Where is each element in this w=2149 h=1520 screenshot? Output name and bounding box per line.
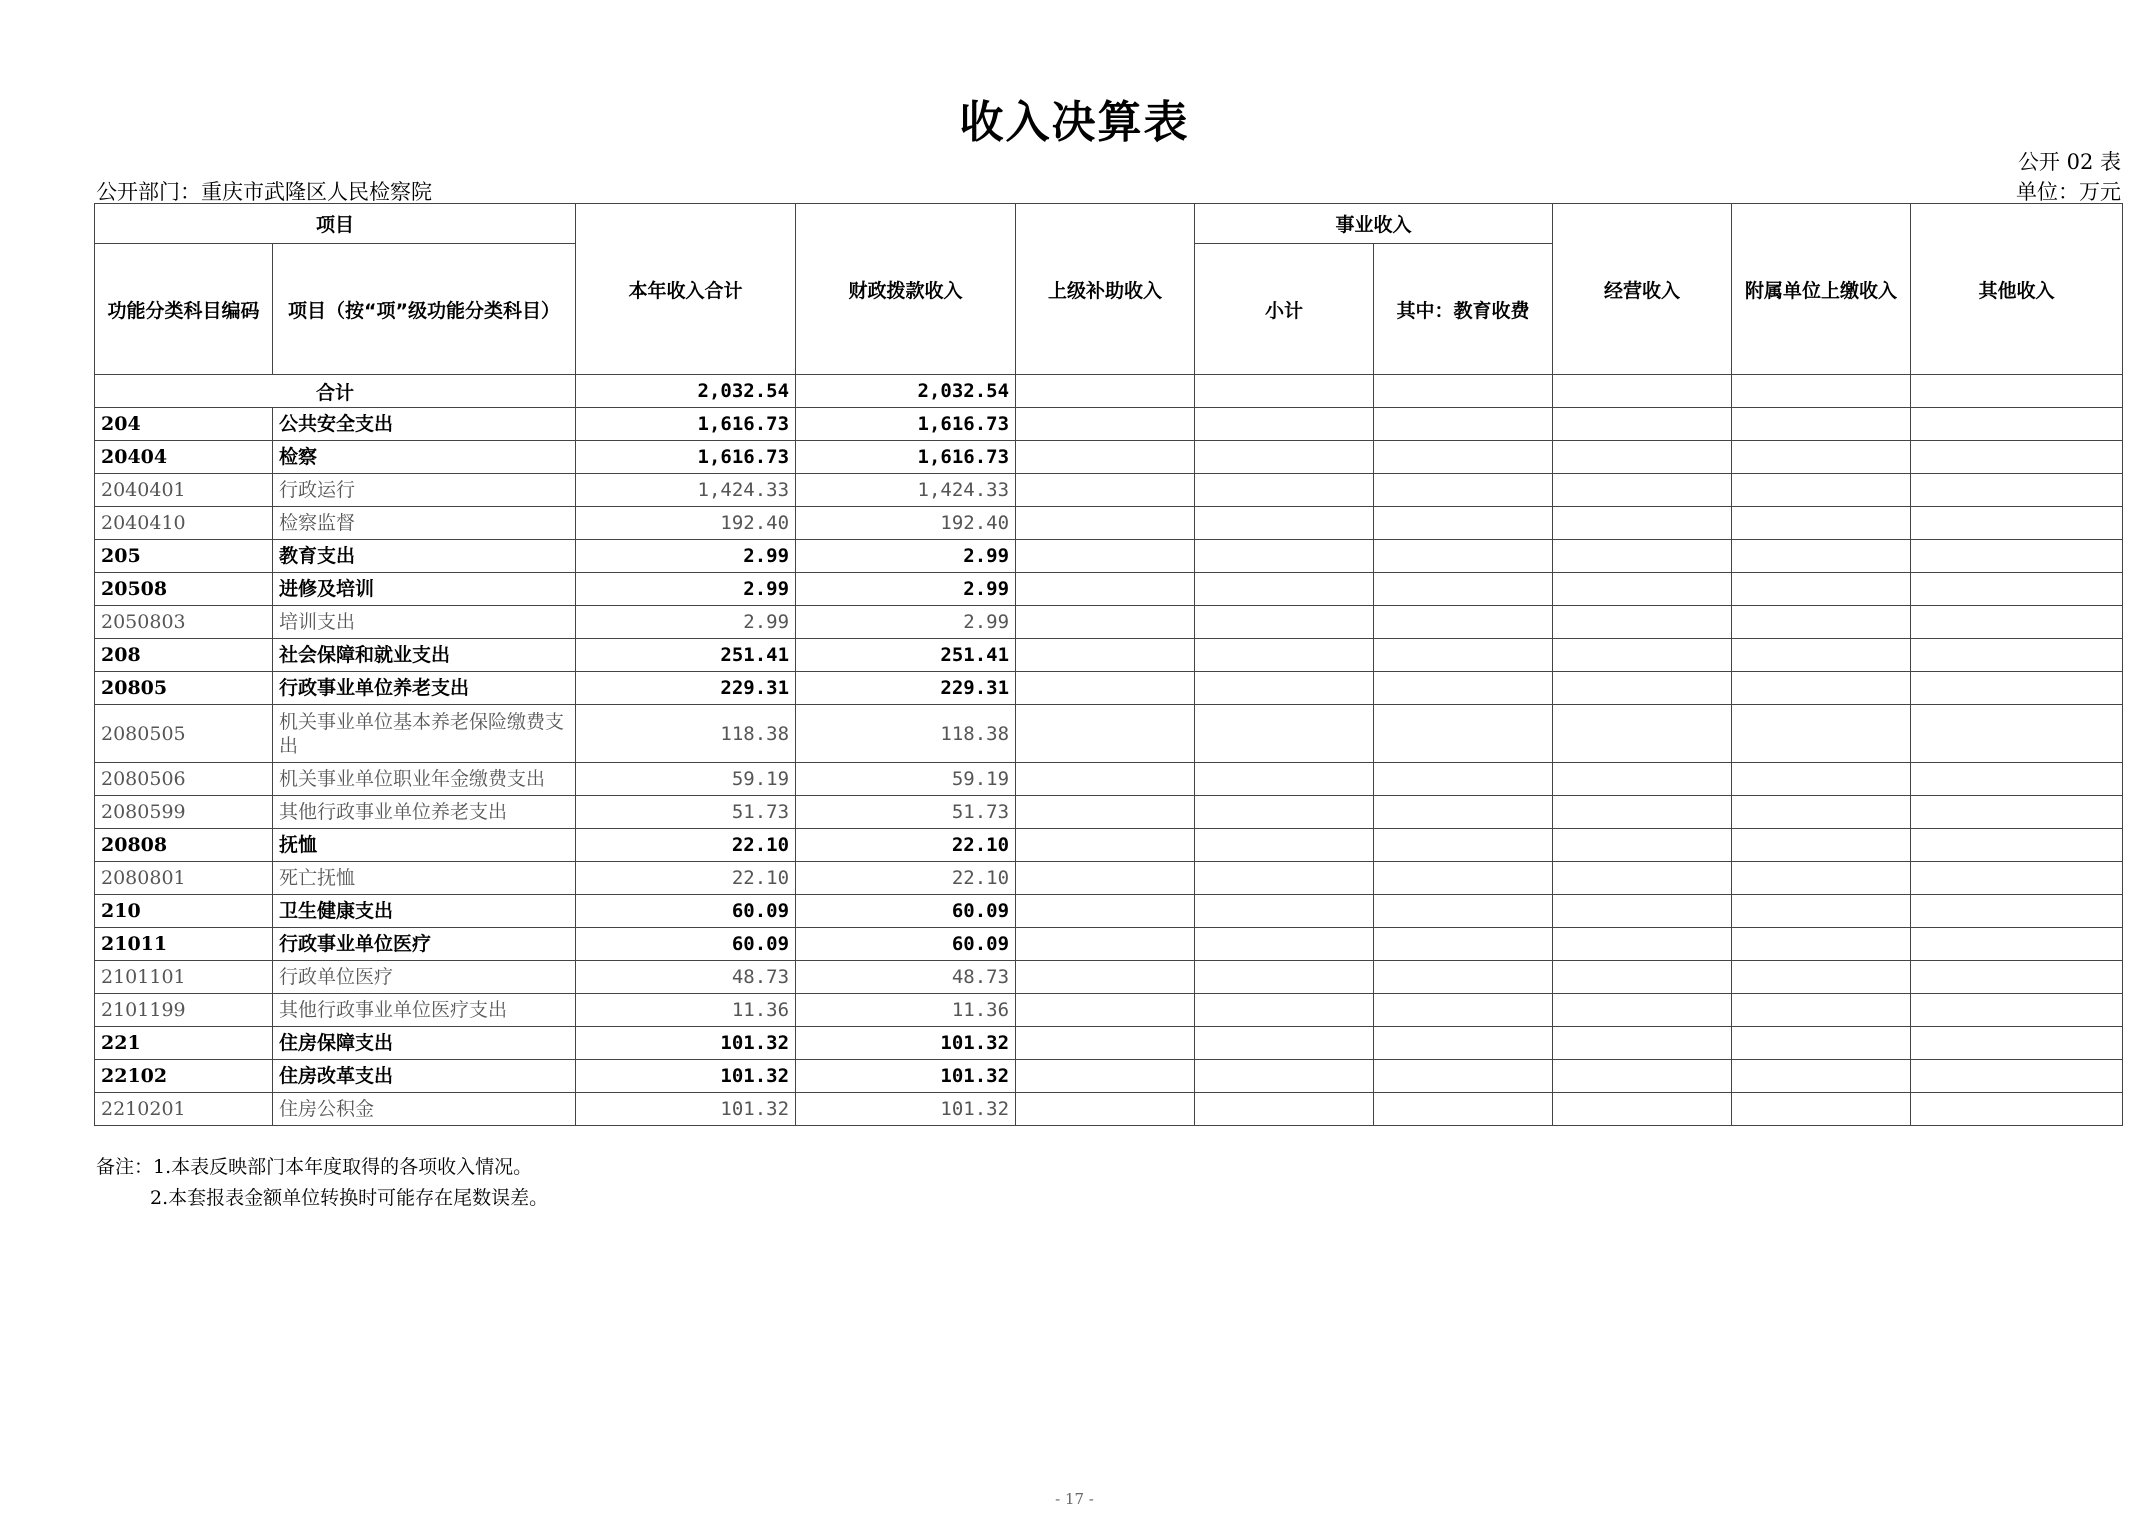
empty-cell: [1911, 573, 2123, 606]
row-total-income: 1,424.33: [576, 474, 796, 507]
empty-cell: [1374, 408, 1553, 441]
empty-cell: [1911, 375, 2123, 408]
empty-cell: [1195, 961, 1374, 994]
empty-cell: [1016, 994, 1195, 1027]
empty-cell: [1016, 705, 1195, 763]
table-row: [95, 441, 2123, 474]
table-row: [95, 639, 2123, 672]
empty-cell: [1374, 829, 1553, 862]
empty-cell: [1374, 862, 1553, 895]
row-fiscal: 1,424.33: [796, 474, 1016, 507]
empty-cell: [1374, 796, 1553, 829]
page-title: 收入决算表: [959, 97, 1190, 148]
table-row: [95, 1060, 2123, 1093]
table-row: [95, 895, 2123, 928]
empty-cell: [1732, 474, 1911, 507]
row-code: 205: [95, 540, 273, 573]
row-name: 住房公积金: [273, 1093, 576, 1126]
empty-cell: [1195, 672, 1374, 705]
empty-cell: [1195, 639, 1374, 672]
row-code: 2101199: [95, 994, 273, 1027]
empty-cell: [1553, 672, 1732, 705]
row-code: 2080506: [95, 763, 273, 796]
empty-cell: [1732, 639, 1911, 672]
empty-cell: [1016, 1060, 1195, 1093]
row-total-income: 59.19: [576, 763, 796, 796]
table-row: [95, 928, 2123, 961]
row-name: 检察: [273, 441, 576, 474]
row-fiscal: 229.31: [796, 672, 1016, 705]
table-body: [95, 375, 2123, 1126]
table-row: [95, 961, 2123, 994]
empty-cell: [1374, 763, 1553, 796]
table-row: [95, 672, 2123, 705]
empty-cell: [1374, 375, 1553, 408]
row-code: 20808: [95, 829, 273, 862]
empty-cell: [1732, 441, 1911, 474]
row-fiscal: 2.99: [796, 540, 1016, 573]
row-fiscal: 60.09: [796, 895, 1016, 928]
empty-cell: [1374, 540, 1553, 573]
row-total-income: 1,616.73: [576, 408, 796, 441]
row-total-income: 48.73: [576, 961, 796, 994]
empty-cell: [1016, 441, 1195, 474]
empty-cell: [1911, 829, 2123, 862]
row-name: 死亡抚恤: [273, 862, 576, 895]
row-name: 行政事业单位养老支出: [273, 672, 576, 705]
empty-cell: [1732, 1060, 1911, 1093]
empty-cell: [1553, 895, 1732, 928]
empty-cell: [1374, 639, 1553, 672]
header-func-code: 功能分类科目编码: [95, 244, 273, 375]
empty-cell: [1016, 862, 1195, 895]
row-code: 208: [95, 639, 273, 672]
row-total-income: 11.36: [576, 994, 796, 1027]
row-code: 221: [95, 1027, 273, 1060]
table-row: [95, 994, 2123, 1027]
table-row: [95, 540, 2123, 573]
empty-cell: [1732, 540, 1911, 573]
empty-cell: [1374, 507, 1553, 540]
empty-cell: [1553, 1093, 1732, 1126]
empty-cell: [1732, 672, 1911, 705]
row-total-income: 22.10: [576, 829, 796, 862]
row-fiscal: 1,616.73: [796, 408, 1016, 441]
row-fiscal: 51.73: [796, 796, 1016, 829]
total-income-cell: 2,032.54: [576, 375, 796, 408]
row-fiscal: 251.41: [796, 639, 1016, 672]
row-code: 22102: [95, 1060, 273, 1093]
header-superior: 上级补助收入: [1016, 204, 1195, 375]
total-label: 合计: [95, 375, 576, 408]
row-total-income: 251.41: [576, 639, 796, 672]
empty-cell: [1016, 408, 1195, 441]
empty-cell: [1553, 796, 1732, 829]
empty-cell: [1911, 408, 2123, 441]
empty-cell: [1195, 928, 1374, 961]
empty-cell: [1374, 441, 1553, 474]
table-row: [95, 705, 2123, 763]
empty-cell: [1016, 928, 1195, 961]
row-code: 21011: [95, 928, 273, 961]
header-fiscal: 财政拨款收入: [796, 204, 1016, 375]
empty-cell: [1016, 540, 1195, 573]
empty-cell: [1195, 796, 1374, 829]
empty-cell: [1732, 408, 1911, 441]
row-code: 2210201: [95, 1093, 273, 1126]
row-name: 培训支出: [273, 606, 576, 639]
empty-cell: [1195, 375, 1374, 408]
empty-cell: [1374, 672, 1553, 705]
row-name: 机关事业单位职业年金缴费支出: [273, 763, 576, 796]
empty-cell: [1016, 507, 1195, 540]
empty-cell: [1374, 573, 1553, 606]
row-fiscal: 101.32: [796, 1060, 1016, 1093]
empty-cell: [1016, 375, 1195, 408]
empty-cell: [1553, 862, 1732, 895]
empty-cell: [1016, 829, 1195, 862]
empty-cell: [1016, 895, 1195, 928]
row-code: 20805: [95, 672, 273, 705]
empty-cell: [1911, 928, 2123, 961]
empty-cell: [1732, 507, 1911, 540]
row-code: 20508: [95, 573, 273, 606]
empty-cell: [1553, 1027, 1732, 1060]
header-education-fee: 其中：教育收费: [1374, 244, 1553, 375]
form-number: 公开 02 表: [2017, 150, 2121, 174]
row-name: 教育支出: [273, 540, 576, 573]
empty-cell: [1732, 1093, 1911, 1126]
empty-cell: [1911, 796, 2123, 829]
row-code: 204: [95, 408, 273, 441]
row-name: 行政运行: [273, 474, 576, 507]
row-fiscal: 60.09: [796, 928, 1016, 961]
empty-cell: [1553, 829, 1732, 862]
row-fiscal: 1,616.73: [796, 441, 1016, 474]
empty-cell: [1374, 895, 1553, 928]
row-total-income: 118.38: [576, 705, 796, 763]
empty-cell: [1911, 507, 2123, 540]
empty-cell: [1195, 1027, 1374, 1060]
empty-cell: [1016, 1093, 1195, 1126]
empty-cell: [1553, 763, 1732, 796]
row-name: 住房保障支出: [273, 1027, 576, 1060]
header-subtotal: 小计: [1195, 244, 1374, 375]
row-code: 2080599: [95, 796, 273, 829]
empty-cell: [1732, 928, 1911, 961]
empty-cell: [1195, 895, 1374, 928]
row-name: 抚恤: [273, 829, 576, 862]
row-fiscal: 2.99: [796, 573, 1016, 606]
empty-cell: [1911, 441, 2123, 474]
empty-cell: [1553, 507, 1732, 540]
table-row: [95, 606, 2123, 639]
empty-cell: [1553, 639, 1732, 672]
empty-cell: [1732, 606, 1911, 639]
empty-cell: [1911, 1027, 2123, 1060]
row-total-income: 192.40: [576, 507, 796, 540]
row-fiscal: 101.32: [796, 1093, 1016, 1126]
notes: [96, 1152, 548, 1214]
row-code: 2050803: [95, 606, 273, 639]
empty-cell: [1553, 375, 1732, 408]
row-total-income: 229.31: [576, 672, 796, 705]
empty-cell: [1553, 408, 1732, 441]
empty-cell: [1374, 994, 1553, 1027]
empty-cell: [1195, 540, 1374, 573]
unit-label: 单位：万元: [2016, 180, 2121, 204]
header-business-income: 事业收入: [1195, 204, 1553, 244]
empty-cell: [1553, 1060, 1732, 1093]
header-other: 其他收入: [1911, 204, 2123, 375]
note-1: 备注：1.本表反映部门本年度取得的各项收入情况。: [96, 1156, 533, 1178]
header-project: 项目: [95, 204, 576, 244]
page-number: - 17 -: [1055, 1490, 1094, 1508]
row-name: 行政事业单位医疗: [273, 928, 576, 961]
empty-cell: [1732, 862, 1911, 895]
row-total-income: 101.32: [576, 1027, 796, 1060]
row-total-income: 101.32: [576, 1093, 796, 1126]
empty-cell: [1553, 573, 1732, 606]
row-name: 其他行政事业单位医疗支出: [273, 994, 576, 1027]
row-fiscal: 59.19: [796, 763, 1016, 796]
empty-cell: [1195, 441, 1374, 474]
empty-cell: [1911, 763, 2123, 796]
empty-cell: [1016, 639, 1195, 672]
empty-cell: [1732, 375, 1911, 408]
row-fiscal: 22.10: [796, 829, 1016, 862]
empty-cell: [1016, 573, 1195, 606]
table-row: [95, 474, 2123, 507]
empty-cell: [1195, 1060, 1374, 1093]
row-name: 公共安全支出: [273, 408, 576, 441]
row-fiscal: 2.99: [796, 606, 1016, 639]
empty-cell: [1374, 1027, 1553, 1060]
header-func-name: 项目（按“项”级功能分类科目）: [273, 244, 576, 375]
empty-cell: [1732, 895, 1911, 928]
empty-cell: [1732, 829, 1911, 862]
row-name: 机关事业单位基本养老保险缴费支出: [273, 705, 576, 763]
row-code: 210: [95, 895, 273, 928]
row-code: 2080505: [95, 705, 273, 763]
empty-cell: [1732, 763, 1911, 796]
empty-cell: [1195, 507, 1374, 540]
note-2: 2.本套报表金额单位转换时可能存在尾数误差。: [150, 1187, 549, 1209]
row-total-income: 22.10: [576, 862, 796, 895]
row-fiscal: 11.36: [796, 994, 1016, 1027]
empty-cell: [1374, 1093, 1553, 1126]
empty-cell: [1016, 1027, 1195, 1060]
row-fiscal: 48.73: [796, 961, 1016, 994]
total-row: [95, 375, 2123, 408]
empty-cell: [1195, 705, 1374, 763]
empty-cell: [1911, 961, 2123, 994]
row-name: 检察监督: [273, 507, 576, 540]
empty-cell: [1732, 1027, 1911, 1060]
empty-cell: [1911, 1060, 2123, 1093]
table-row: [95, 829, 2123, 862]
empty-cell: [1911, 862, 2123, 895]
row-total-income: 2.99: [576, 606, 796, 639]
empty-cell: [1911, 672, 2123, 705]
table-row: [95, 573, 2123, 606]
header-operating: 经营收入: [1553, 204, 1732, 375]
table-row: [95, 507, 2123, 540]
empty-cell: [1553, 961, 1732, 994]
empty-cell: [1553, 441, 1732, 474]
empty-cell: [1911, 474, 2123, 507]
empty-cell: [1732, 573, 1911, 606]
row-total-income: 60.09: [576, 928, 796, 961]
row-code: 20404: [95, 441, 273, 474]
table-row: [95, 1027, 2123, 1060]
row-name: 社会保障和就业支出: [273, 639, 576, 672]
empty-cell: [1374, 474, 1553, 507]
empty-cell: [1195, 573, 1374, 606]
row-fiscal: 101.32: [796, 1027, 1016, 1060]
table-row: [95, 1093, 2123, 1126]
empty-cell: [1732, 961, 1911, 994]
row-code: 2040401: [95, 474, 273, 507]
table-row: [95, 796, 2123, 829]
total-fiscal-cell: 2,032.54: [796, 375, 1016, 408]
row-code: 2101101: [95, 961, 273, 994]
empty-cell: [1016, 796, 1195, 829]
empty-cell: [1195, 606, 1374, 639]
row-name: 住房改革支出: [273, 1060, 576, 1093]
row-code: 2080801: [95, 862, 273, 895]
row-total-income: 101.32: [576, 1060, 796, 1093]
empty-cell: [1732, 994, 1911, 1027]
row-total-income: 51.73: [576, 796, 796, 829]
empty-cell: [1016, 961, 1195, 994]
empty-cell: [1911, 994, 2123, 1027]
row-name: 行政单位医疗: [273, 961, 576, 994]
header-affiliated: 附属单位上缴收入: [1732, 204, 1911, 375]
table-row: [95, 862, 2123, 895]
income-table: [94, 203, 2123, 1126]
empty-cell: [1016, 763, 1195, 796]
empty-cell: [1195, 994, 1374, 1027]
empty-cell: [1911, 606, 2123, 639]
row-total-income: 1,616.73: [576, 441, 796, 474]
empty-cell: [1016, 474, 1195, 507]
empty-cell: [1553, 705, 1732, 763]
row-code: 2040410: [95, 507, 273, 540]
row-total-income: 60.09: [576, 895, 796, 928]
empty-cell: [1553, 474, 1732, 507]
table-row: [95, 408, 2123, 441]
empty-cell: [1016, 672, 1195, 705]
empty-cell: [1732, 705, 1911, 763]
row-name: 卫生健康支出: [273, 895, 576, 928]
empty-cell: [1195, 829, 1374, 862]
empty-cell: [1374, 705, 1553, 763]
empty-cell: [1374, 928, 1553, 961]
empty-cell: [1732, 796, 1911, 829]
empty-cell: [1911, 540, 2123, 573]
empty-cell: [1553, 540, 1732, 573]
row-name: 其他行政事业单位养老支出: [273, 796, 576, 829]
empty-cell: [1911, 895, 2123, 928]
empty-cell: [1374, 961, 1553, 994]
empty-cell: [1195, 1093, 1374, 1126]
empty-cell: [1553, 928, 1732, 961]
empty-cell: [1374, 1060, 1553, 1093]
empty-cell: [1016, 606, 1195, 639]
empty-cell: [1195, 474, 1374, 507]
header-total-income: 本年收入合计: [576, 204, 796, 375]
empty-cell: [1553, 606, 1732, 639]
empty-cell: [1195, 763, 1374, 796]
row-fiscal: 192.40: [796, 507, 1016, 540]
empty-cell: [1553, 994, 1732, 1027]
table-row: [95, 763, 2123, 796]
empty-cell: [1911, 1093, 2123, 1126]
row-fiscal: 118.38: [796, 705, 1016, 763]
row-name: 进修及培训: [273, 573, 576, 606]
empty-cell: [1195, 408, 1374, 441]
row-total-income: 2.99: [576, 540, 796, 573]
row-fiscal: 22.10: [796, 862, 1016, 895]
empty-cell: [1911, 705, 2123, 763]
department-label: 公开部门：重庆市武隆区人民检察院: [96, 180, 432, 204]
empty-cell: [1195, 862, 1374, 895]
empty-cell: [1374, 606, 1553, 639]
empty-cell: [1911, 639, 2123, 672]
row-total-income: 2.99: [576, 573, 796, 606]
